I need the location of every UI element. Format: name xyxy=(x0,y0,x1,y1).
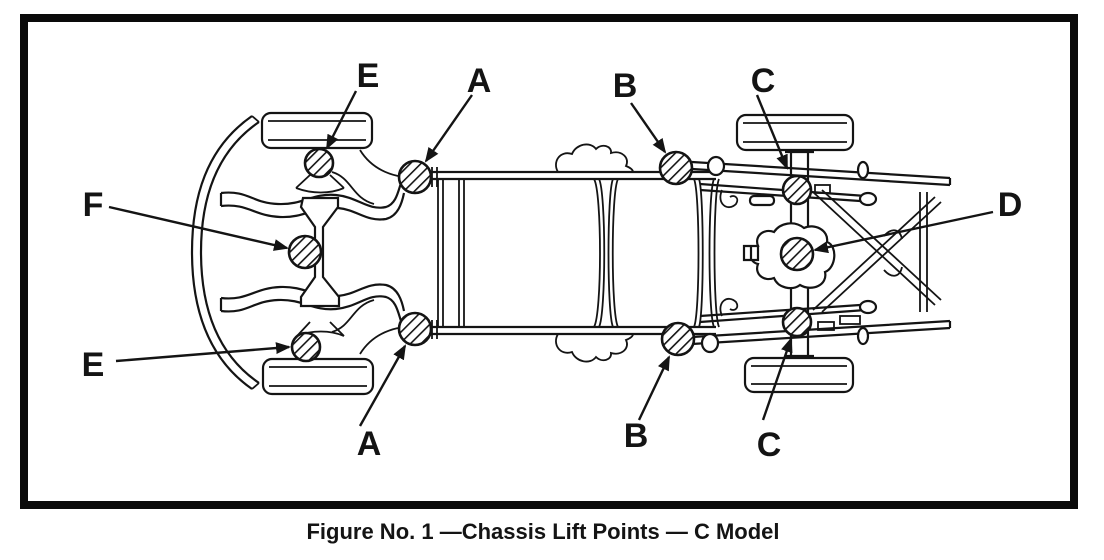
lift-point-e-top xyxy=(305,149,333,177)
callout-letter-b-top: B xyxy=(612,67,638,105)
bumper-inner-line xyxy=(201,122,259,383)
callout-b-top xyxy=(613,67,665,152)
wheel-rear-bottom xyxy=(745,358,853,392)
figure-caption: Figure No. 1 —Chassis Lift Points — C Model xyxy=(306,519,780,544)
bracket-capsule-top xyxy=(750,196,774,205)
callout-letter-b-bottom: B xyxy=(623,417,649,455)
bump-stop-bottom xyxy=(858,328,868,344)
lift-point-e-bottom xyxy=(292,333,320,361)
lift-point-a-top xyxy=(399,161,431,193)
crossmember-rear xyxy=(694,179,719,327)
leader-arrow xyxy=(639,357,669,420)
figure-border xyxy=(24,18,1074,505)
chassis-drawing xyxy=(192,113,950,394)
callout-letter-a-bottom: A xyxy=(356,425,382,463)
callout-letter-c-bottom: C xyxy=(756,426,782,464)
callout-letter-d: D xyxy=(997,186,1023,224)
callouts xyxy=(82,57,1023,464)
spring-shackle-top xyxy=(860,193,876,205)
wheel-rear-top xyxy=(737,115,853,150)
crossmember-front xyxy=(438,179,464,327)
tire-outline xyxy=(745,358,853,392)
callout-letter-f: F xyxy=(82,186,104,224)
rail-bushing-bottom xyxy=(702,334,718,352)
callout-letter-e-top: E xyxy=(356,57,380,95)
body-mount-outline-bottom xyxy=(556,334,633,362)
rail-end-brackets xyxy=(432,167,437,339)
front-bumper xyxy=(192,116,259,389)
lift-point-f xyxy=(289,236,321,268)
bumper-end-caps xyxy=(252,116,259,389)
callout-b-bottom xyxy=(624,357,669,455)
callout-letter-a-top: A xyxy=(466,62,492,100)
leader-arrow xyxy=(426,95,472,161)
rear-rail-bottom xyxy=(692,321,950,344)
lift-point-c-top xyxy=(783,176,811,204)
lift-point-a-bottom xyxy=(399,313,431,345)
body-mount-outline-top xyxy=(556,144,633,172)
tire-outline xyxy=(263,359,373,394)
wheel-front-bottom xyxy=(263,359,373,394)
crossmember-middle xyxy=(594,179,618,327)
callout-letter-c-top: C xyxy=(750,62,776,100)
rear-rail-top xyxy=(692,162,950,185)
tire-outline xyxy=(262,113,372,148)
lift-point-b-top xyxy=(660,152,692,184)
leader-arrow xyxy=(631,103,665,152)
diff-mount-block xyxy=(744,246,758,260)
bump-stop-top xyxy=(858,162,868,178)
spring-clip-bottom-2 xyxy=(840,316,860,324)
callout-letter-e-bottom: E xyxy=(81,346,105,384)
wheel-front-top xyxy=(262,113,372,148)
lift-point-b-bottom xyxy=(662,323,694,355)
lift-point-d xyxy=(781,238,813,270)
callout-a-top xyxy=(426,62,491,161)
callout-f xyxy=(83,186,287,248)
leader-arrow xyxy=(116,347,289,361)
rail-bushing-top xyxy=(708,157,724,175)
lift-point-c-bottom xyxy=(783,308,811,336)
lift-points xyxy=(289,149,813,361)
spring-shackle-bottom xyxy=(860,301,876,313)
callout-e-bottom xyxy=(82,346,289,384)
tire-outline xyxy=(737,115,853,150)
